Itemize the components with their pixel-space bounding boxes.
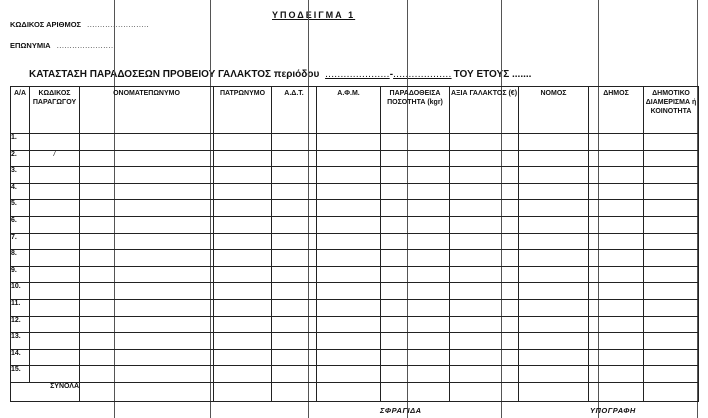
prefecture-cell[interactable]: [519, 134, 589, 151]
community-cell[interactable]: [644, 134, 699, 151]
table-row: [11, 134, 699, 151]
table-row: [11, 316, 699, 333]
col-header-aa: Α/Α: [11, 87, 30, 134]
municipality-cell[interactable]: [589, 366, 644, 383]
fathers-name-cell[interactable]: [214, 167, 272, 184]
milk-value-cell[interactable]: [450, 233, 519, 250]
period-separator: -: [389, 69, 394, 80]
full-name-cell[interactable]: [80, 167, 214, 184]
table-row: [11, 366, 699, 383]
quantity-cell[interactable]: [381, 167, 450, 184]
municipality-cell[interactable]: [589, 233, 644, 250]
period-to-field[interactable]: ...................: [393, 69, 452, 80]
community-cell[interactable]: [644, 167, 699, 184]
community-cell[interactable]: [644, 266, 699, 283]
col-header-prefecture: ΝΟΜΟΣ: [519, 87, 589, 134]
municipality-cell[interactable]: [589, 333, 644, 350]
quantity-cell[interactable]: [381, 200, 450, 217]
id-card-cell[interactable]: [272, 200, 317, 217]
prefecture-cell[interactable]: [519, 250, 589, 267]
totals-cell[interactable]: [519, 382, 589, 401]
community-cell[interactable]: [644, 283, 699, 300]
municipality-cell[interactable]: [589, 316, 644, 333]
full-name-cell[interactable]: [80, 200, 214, 217]
totals-label: ΣΥΝΟΛΑ: [11, 382, 80, 401]
quantity-cell[interactable]: [381, 333, 450, 350]
quantity-cell[interactable]: [381, 349, 450, 366]
milk-value-cell[interactable]: [450, 366, 519, 383]
totals-row: [11, 382, 699, 401]
id-card-cell[interactable]: [272, 134, 317, 151]
full-name-cell[interactable]: [80, 216, 214, 233]
full-name-cell[interactable]: [80, 150, 214, 167]
quantity-cell[interactable]: [381, 233, 450, 250]
community-cell[interactable]: [644, 250, 699, 267]
quantity-cell[interactable]: [381, 266, 450, 283]
tax-number-cell[interactable]: [317, 250, 381, 267]
tax-number-cell[interactable]: [317, 266, 381, 283]
totals-cell[interactable]: [214, 382, 272, 401]
signature-label: ΥΠΟΓΡΑΦΗ: [590, 406, 636, 415]
community-cell[interactable]: [644, 150, 699, 167]
prefecture-cell[interactable]: [519, 150, 589, 167]
milk-value-cell[interactable]: [450, 200, 519, 217]
milk-value-cell[interactable]: [450, 250, 519, 267]
row-number: 10.: [11, 283, 30, 300]
full-name-cell[interactable]: [80, 134, 214, 151]
prefecture-cell[interactable]: [519, 183, 589, 200]
fathers-name-cell[interactable]: [214, 200, 272, 217]
municipality-cell[interactable]: [589, 134, 644, 151]
community-cell[interactable]: [644, 299, 699, 316]
id-card-cell[interactable]: [272, 266, 317, 283]
milk-value-cell[interactable]: [450, 150, 519, 167]
fathers-name-cell[interactable]: [214, 266, 272, 283]
producer-code-cell[interactable]: [30, 216, 80, 233]
period-from-field[interactable]: .....................: [325, 69, 390, 80]
col-header-municipality: ΔΗΜΟΣ: [589, 87, 644, 134]
table-row: [11, 333, 699, 350]
row-number: 7.: [11, 233, 30, 250]
tax-number-cell[interactable]: [317, 150, 381, 167]
municipality-cell[interactable]: [589, 167, 644, 184]
fathers-name-cell[interactable]: [214, 316, 272, 333]
table-row: [11, 250, 699, 267]
deliveries-table: [10, 86, 699, 402]
quantity-cell[interactable]: [381, 316, 450, 333]
full-name-cell[interactable]: [80, 349, 214, 366]
milk-value-cell[interactable]: [450, 266, 519, 283]
tax-number-cell[interactable]: [317, 134, 381, 151]
row-number: 15.: [11, 366, 30, 383]
fathers-name-cell[interactable]: [214, 250, 272, 267]
municipality-cell[interactable]: [589, 250, 644, 267]
tax-number-cell[interactable]: [317, 299, 381, 316]
heading-tail: ΤΟΥ ΕΤΟΥΣ .......: [453, 69, 532, 80]
table-row: [11, 283, 699, 300]
milk-value-cell[interactable]: [450, 216, 519, 233]
totals-cell[interactable]: [589, 382, 644, 401]
col-header-community: ΔΗΜΟΤΙΚΟ ΔΙΑΜΕΡΙΣΜΑ ή ΚΟΙΝΟΤΗΤΑ: [644, 87, 699, 134]
col-header-full-name: ΟΝΟΜΑΤΕΠΩΝΥΜΟ: [80, 87, 214, 134]
municipality-cell[interactable]: [589, 349, 644, 366]
row-number: 5.: [11, 200, 30, 217]
tax-number-cell[interactable]: [317, 233, 381, 250]
full-name-cell[interactable]: [80, 266, 214, 283]
tax-number-cell[interactable]: [317, 366, 381, 383]
id-card-cell[interactable]: [272, 349, 317, 366]
prefecture-cell[interactable]: [519, 366, 589, 383]
milk-value-cell[interactable]: [450, 134, 519, 151]
producer-code-cell[interactable]: [30, 283, 80, 300]
producer-code-cell[interactable]: [30, 299, 80, 316]
seal-label: ΣΦΡΑΓΙΔΑ: [380, 406, 422, 415]
report-heading: [29, 69, 531, 80]
heading-text: ΚΑΤΑΣΤΑΣΗ ΠΑΡΑΔΟΣΕΩΝ ΠΡΟΒΕΙΟΥ ΓΑΛΑΚΤΟΣ περιόδου: [29, 69, 320, 80]
milk-value-cell[interactable]: [450, 316, 519, 333]
fathers-name-cell[interactable]: [214, 349, 272, 366]
community-cell[interactable]: [644, 216, 699, 233]
producer-code-field: [10, 20, 149, 29]
col-header-fathers-name: ΠΑΤΡΩΝΥΜΟ: [214, 87, 272, 134]
row-number: 14.: [11, 349, 30, 366]
full-name-cell[interactable]: [80, 183, 214, 200]
full-name-cell[interactable]: [80, 333, 214, 350]
fathers-name-cell[interactable]: [214, 233, 272, 250]
totals-cell[interactable]: [317, 382, 381, 401]
milk-value-cell[interactable]: [450, 299, 519, 316]
table-row: [11, 216, 699, 233]
prefecture-cell[interactable]: [519, 299, 589, 316]
id-card-cell[interactable]: [272, 299, 317, 316]
id-card-cell[interactable]: [272, 233, 317, 250]
tax-number-cell[interactable]: [317, 216, 381, 233]
row-number: 9.: [11, 266, 30, 283]
municipality-cell[interactable]: [589, 299, 644, 316]
form-title: ΥΠΟΔΕΙΓΜΑ 1: [272, 10, 356, 20]
prefecture-cell[interactable]: [519, 283, 589, 300]
fathers-name-cell[interactable]: [214, 299, 272, 316]
prefecture-cell[interactable]: [519, 167, 589, 184]
col-header-producer-code: ΚΩΔΙΚΟΣ ΠΑΡΑΓΩΓΟΥ: [30, 87, 80, 134]
totals-cell[interactable]: [80, 382, 214, 401]
community-cell[interactable]: [644, 200, 699, 217]
prefecture-cell[interactable]: [519, 216, 589, 233]
row-number: 11.: [11, 299, 30, 316]
fathers-name-cell[interactable]: [214, 183, 272, 200]
municipality-cell[interactable]: [589, 283, 644, 300]
municipality-cell[interactable]: [589, 200, 644, 217]
row-number: 4.: [11, 183, 30, 200]
tax-number-cell[interactable]: [317, 333, 381, 350]
id-card-cell[interactable]: [272, 150, 317, 167]
prefecture-cell[interactable]: [519, 200, 589, 217]
quantity-cell[interactable]: [381, 250, 450, 267]
table-header-row: [11, 87, 699, 134]
quantity-cell[interactable]: [381, 216, 450, 233]
producer-code-cell[interactable]: [30, 333, 80, 350]
quantity-cell[interactable]: [381, 150, 450, 167]
id-card-cell[interactable]: [272, 333, 317, 350]
fathers-name-cell[interactable]: [214, 366, 272, 383]
milk-value-cell[interactable]: [450, 333, 519, 350]
municipality-cell[interactable]: [589, 266, 644, 283]
community-cell[interactable]: [644, 183, 699, 200]
company-name-field: [10, 41, 114, 50]
municipality-cell[interactable]: [589, 150, 644, 167]
fathers-name-cell[interactable]: [214, 333, 272, 350]
id-card-cell[interactable]: [272, 366, 317, 383]
row-number: 3.: [11, 167, 30, 184]
row-number: 1.: [11, 134, 30, 151]
table-row: [11, 299, 699, 316]
prefecture-cell[interactable]: [519, 349, 589, 366]
full-name-cell[interactable]: [80, 283, 214, 300]
totals-quantity-cell[interactable]: [381, 382, 450, 401]
row-number: 8.: [11, 250, 30, 267]
community-cell[interactable]: [644, 316, 699, 333]
milk-value-cell[interactable]: [450, 283, 519, 300]
id-card-cell[interactable]: [272, 316, 317, 333]
id-card-cell[interactable]: [272, 167, 317, 184]
prefecture-cell[interactable]: [519, 333, 589, 350]
municipality-cell[interactable]: [589, 216, 644, 233]
id-card-cell[interactable]: [272, 216, 317, 233]
municipality-cell[interactable]: [589, 183, 644, 200]
table-row: [11, 167, 699, 184]
prefecture-cell[interactable]: [519, 266, 589, 283]
quantity-cell[interactable]: [381, 283, 450, 300]
producer-code-cell[interactable]: [30, 200, 80, 217]
table-row: [11, 200, 699, 217]
full-name-cell[interactable]: [80, 299, 214, 316]
col-header-id-card: Α.Δ.Τ.: [272, 87, 317, 134]
producer-code-cell[interactable]: [30, 316, 80, 333]
tax-number-cell[interactable]: [317, 200, 381, 217]
milk-value-cell[interactable]: [450, 167, 519, 184]
producer-code-value[interactable]: ........................: [87, 20, 150, 29]
row-number: 13.: [11, 333, 30, 350]
producer-code-cell[interactable]: [30, 183, 80, 200]
totals-cell[interactable]: [644, 382, 699, 401]
quantity-cell[interactable]: [381, 366, 450, 383]
fathers-name-cell[interactable]: [214, 283, 272, 300]
tax-number-cell[interactable]: [317, 167, 381, 184]
table-row: [11, 183, 699, 200]
table-row: [11, 150, 699, 167]
row-number: 2.: [11, 150, 30, 167]
community-cell[interactable]: [644, 349, 699, 366]
producer-code-cell[interactable]: [30, 349, 80, 366]
tax-number-cell[interactable]: [317, 349, 381, 366]
community-cell[interactable]: [644, 233, 699, 250]
prefecture-cell[interactable]: [519, 233, 589, 250]
company-name-label: ΕΠΩΝΥΜΙΑ: [10, 41, 51, 50]
producer-code-cell[interactable]: /: [30, 150, 80, 167]
totals-value-cell[interactable]: [450, 382, 519, 401]
company-name-value[interactable]: ......................: [56, 41, 114, 50]
full-name-cell[interactable]: [80, 233, 214, 250]
col-header-tax-number: Α.Φ.Μ.: [317, 87, 381, 134]
totals-cell[interactable]: [272, 382, 317, 401]
fathers-name-cell[interactable]: [214, 150, 272, 167]
id-card-cell[interactable]: [272, 283, 317, 300]
fathers-name-cell[interactable]: [214, 134, 272, 151]
table-row: [11, 349, 699, 366]
community-cell[interactable]: [644, 366, 699, 383]
full-name-cell[interactable]: [80, 250, 214, 267]
row-number: 6.: [11, 216, 30, 233]
table-row: [11, 266, 699, 283]
community-cell[interactable]: [644, 333, 699, 350]
producer-code-cell[interactable]: [30, 233, 80, 250]
table-row: [11, 233, 699, 250]
producer-code-cell[interactable]: [30, 366, 80, 383]
producer-code-cell[interactable]: [30, 134, 80, 151]
fathers-name-cell[interactable]: [214, 216, 272, 233]
producer-code-cell[interactable]: [30, 266, 80, 283]
full-name-cell[interactable]: [80, 316, 214, 333]
producer-code-label: ΚΩΔΙΚΟΣ ΑΡΙΘΜΟΣ: [10, 20, 82, 29]
producer-code-cell[interactable]: [30, 250, 80, 267]
quantity-cell[interactable]: [381, 183, 450, 200]
producer-code-cell[interactable]: [30, 167, 80, 184]
quantity-cell[interactable]: [381, 299, 450, 316]
col-header-milk-value: ΑΞΙΑ ΓΑΛΑΚΤΟΣ (€): [450, 87, 519, 134]
id-card-cell[interactable]: [272, 183, 317, 200]
tax-number-cell[interactable]: [317, 316, 381, 333]
milk-value-cell[interactable]: [450, 183, 519, 200]
row-number: 12.: [11, 316, 30, 333]
tax-number-cell[interactable]: [317, 283, 381, 300]
col-header-quantity: ΠΑΡΑΔΟΘΕΙΣΑ ΠΟΣΟΤΗΤΑ (kgr): [381, 87, 450, 134]
prefecture-cell[interactable]: [519, 316, 589, 333]
full-name-cell[interactable]: [80, 366, 214, 383]
milk-value-cell[interactable]: [450, 349, 519, 366]
id-card-cell[interactable]: [272, 250, 317, 267]
quantity-cell[interactable]: [381, 134, 450, 151]
tax-number-cell[interactable]: [317, 183, 381, 200]
